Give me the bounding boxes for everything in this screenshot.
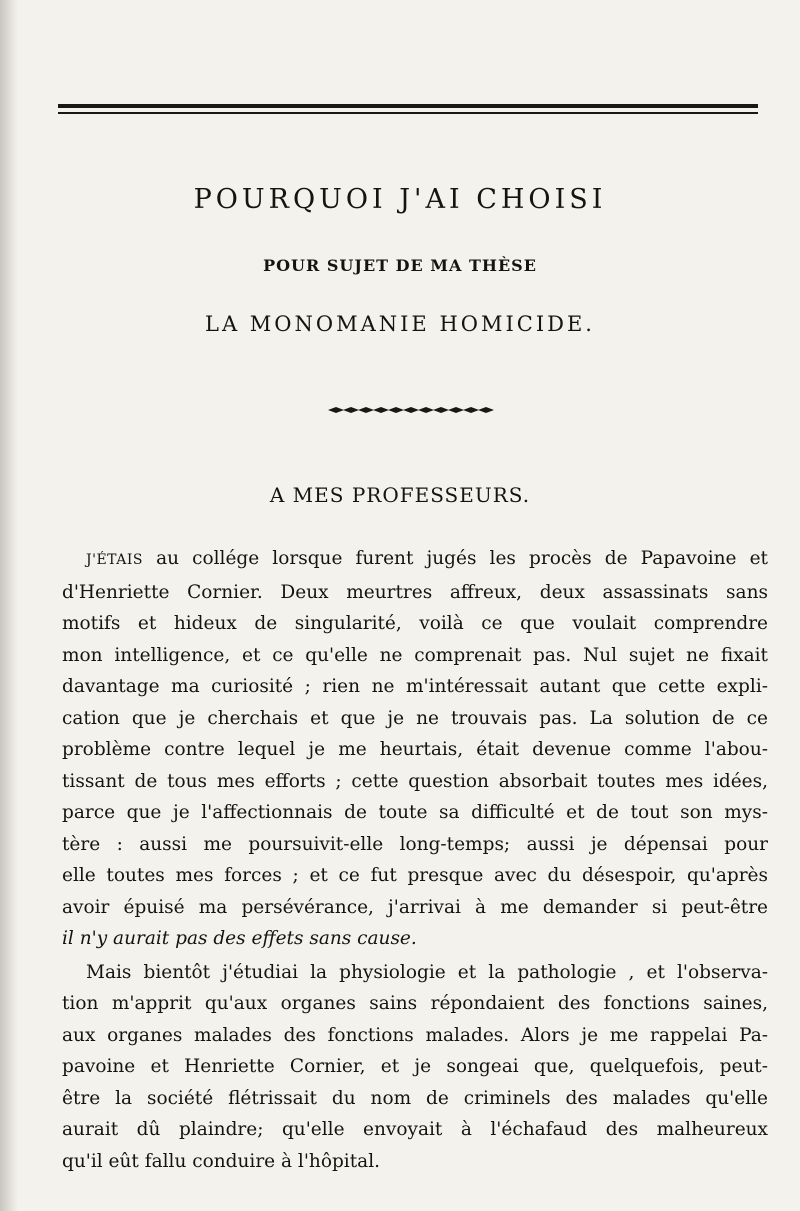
paragraph-1-line-1: J'ÉTAIS au collége lorsque furent jugés les procès de Papavoine et — [86, 548, 768, 569]
paragraph-1-line: parce que je l'affectionnais de toute sa difficulté et de tout son mys- — [62, 802, 768, 823]
paragraph-2-line: pavoine et Henriette Cornier, et je songeai que, quelquefois, peut- — [62, 1056, 768, 1077]
paragraph-1-line: tère : aussi me poursuivit-elle long-temps; aussi je dépensai pour — [62, 833, 768, 855]
paragraph-1-italic-line: il n'y aurait pas des effets sans cause. — [62, 928, 417, 949]
decorative-rule-ornament — [328, 404, 500, 416]
paragraph-1-line: motifs et hideux de singularité, voilà ce que voulait comprendre — [62, 613, 768, 634]
paragraph-2-line: Mais bientôt j'étudiai la physiologie et la pathologie , et l'observa- — [86, 961, 768, 983]
paragraph-2-line: qu'il eût fallu conduire à l'hôpital. — [62, 1150, 380, 1172]
title-line-1: POURQUOI J'AI CHOISI — [193, 184, 607, 215]
drop-word: J'ÉTAIS — [86, 552, 143, 568]
paragraph-1-line: cation que je cherchais et que je ne trouvais pas. La solution de ce — [62, 707, 768, 729]
paragraph-1-line: elle toutes mes forces ; et ce fut presque avec du désespoir, qu'après — [62, 865, 768, 886]
header-thick-rule — [58, 104, 758, 108]
paragraph-2-line: être la société flétrissait du nom de criminels des malades qu'elle — [62, 1087, 768, 1109]
page-edge-shadow — [0, 0, 18, 1211]
dedication-heading: A MES PROFESSEURS. — [269, 483, 531, 507]
paragraph-1-line: davantage ma curiosité ; rien ne m'intéressait autant que cette expli- — [62, 676, 768, 697]
paragraph-2-line: aurait dû plaindre; qu'elle envoyait à l'échafaud des malheureux — [62, 1119, 768, 1140]
paragraph-1-line: avoir épuisé ma persévérance, j'arrivai à me demander si peut-être — [62, 896, 768, 918]
paragraph-2-line: tion m'apprit qu'aux organes sains répondaient des fonctions saines, — [62, 993, 768, 1014]
title-line-3: LA MONOMANIE HOMICIDE. — [205, 312, 595, 336]
paragraph-1-line: d'Henriette Cornier. Deux meurtres affreux, deux assassinats sans — [62, 581, 768, 603]
header-thin-rule — [58, 112, 758, 114]
paragraph-1-line: tissant de tous mes efforts ; cette question absorbait toutes mes idées, — [62, 770, 768, 792]
title-line-2: POUR SUJET DE MA THÈSE — [263, 256, 537, 275]
body-text — [62, 543, 768, 1177]
paragraph-1-line: problème contre lequel je me heurtais, était devenue comme l'abou- — [62, 739, 768, 760]
paragraph-2-line: aux organes malades des fonctions malades. Alors je me rappelai Pa- — [62, 1024, 768, 1046]
paragraph-1-line: mon intelligence, et ce qu'elle ne comprenait pas. Nul sujet ne fixait — [62, 644, 768, 666]
